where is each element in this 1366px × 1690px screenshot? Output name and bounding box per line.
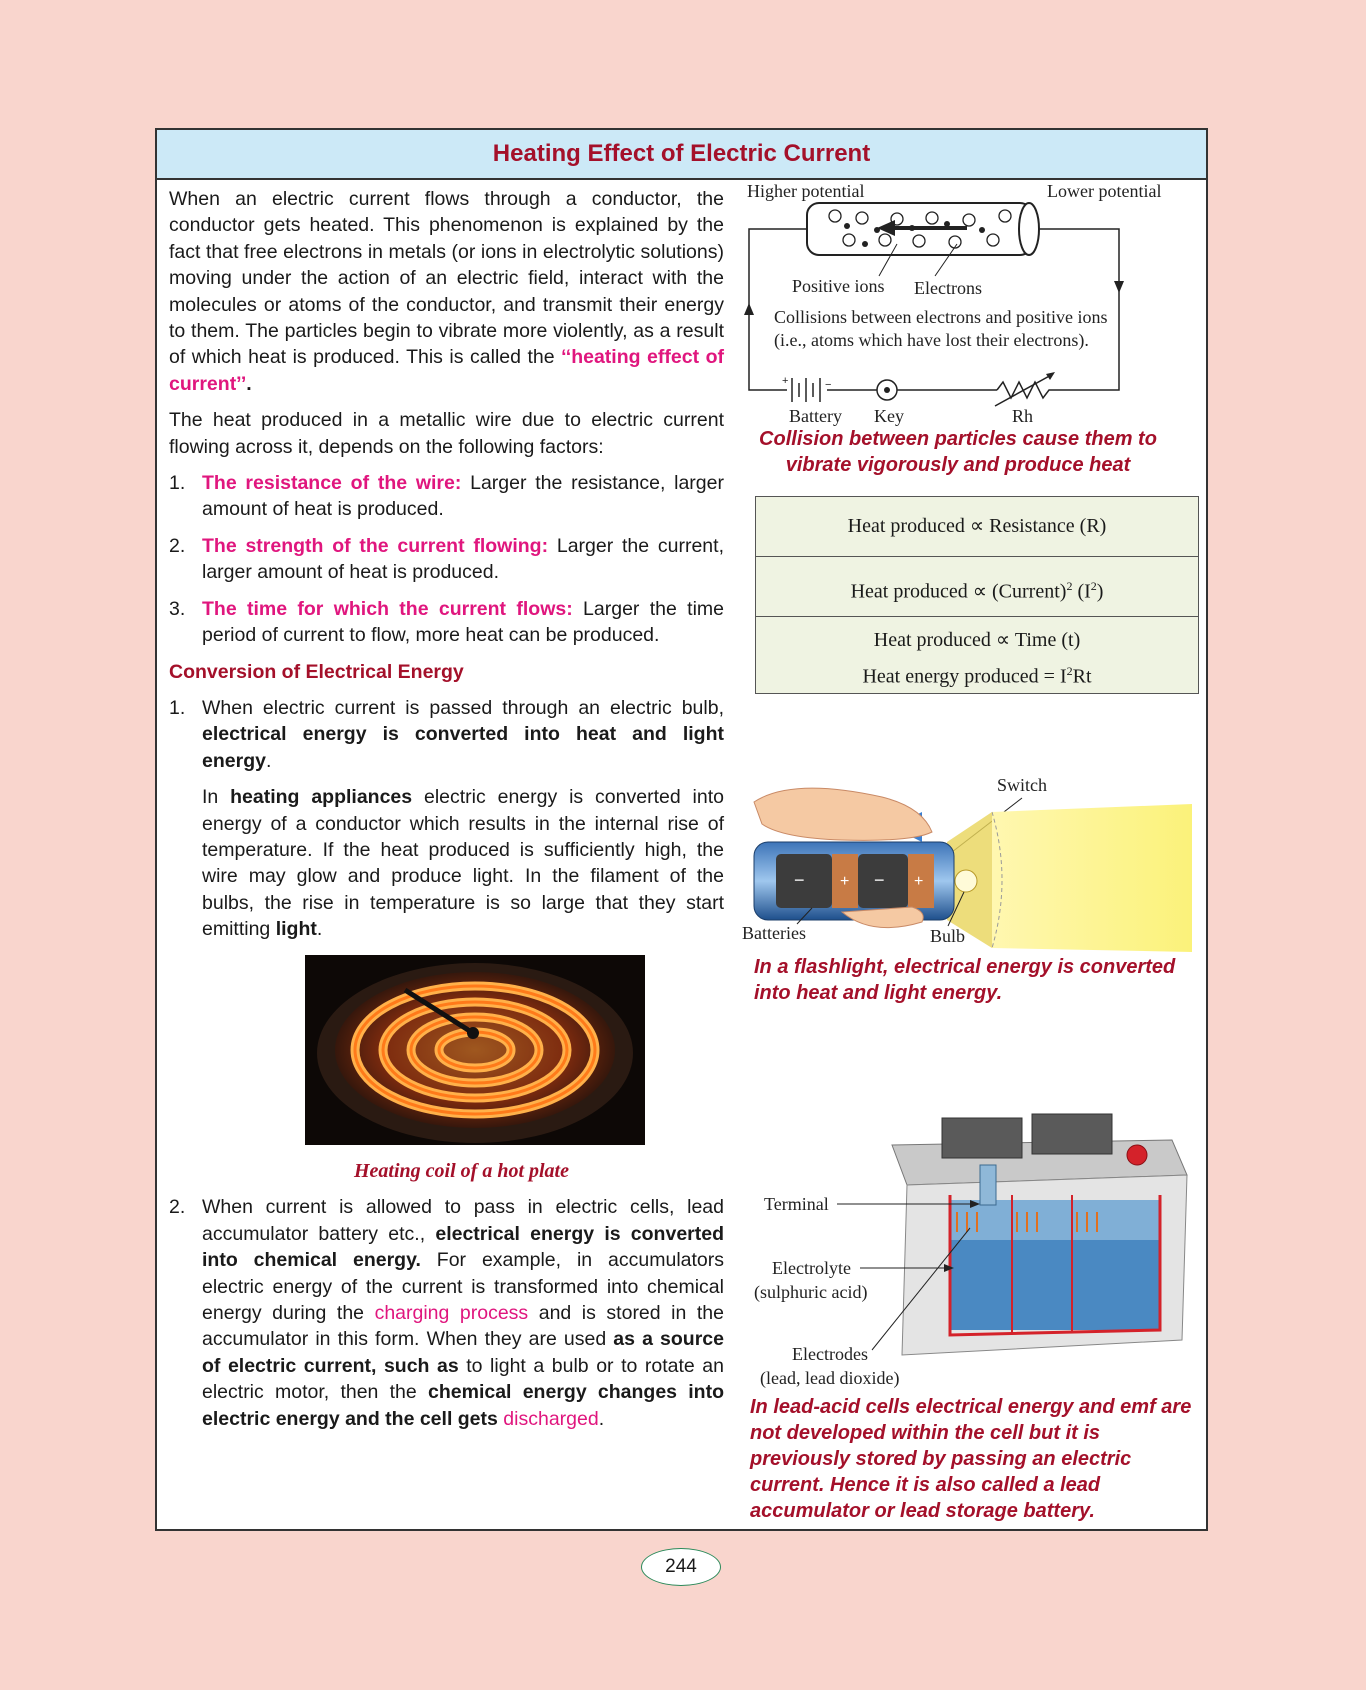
left-column — [169, 186, 724, 1442]
rh-label: Rh — [1012, 406, 1034, 426]
conversion-list-2 — [169, 1194, 724, 1432]
conversion-heading: Conversion of Electrical Energy — [169, 660, 464, 683]
lower-potential-label: Lower potential — [1047, 181, 1162, 201]
hot-plate-coil-image — [305, 955, 645, 1145]
list-item: 1. The resistance of the wire: Larger the resistance, larger amount of heat is produced. — [169, 472, 724, 521]
flashlight-caption: In a flashlight, electrical energy is converted into heat and light energy. — [754, 956, 1176, 1004]
positive-ions-label: Positive ions — [792, 276, 885, 296]
title-bar — [157, 130, 1206, 180]
svg-text:−: − — [794, 870, 805, 890]
intro-paragraph: When an electric current flows through a conductor, the conductor gets heated. This phenomenon is explained by the fact that free electrons in metals (or ions in electrolytic solutions) moving under the action of an electric field, interact with the molecules or atoms of the conductor, and transmit their energy to them. The particles begin to vibrate more violently, as a result of which heat is produced. This is called the ‘‘heating effect of current’’. — [169, 188, 724, 395]
collisions-line-1: Collisions between electrons and positive ions — [774, 307, 1108, 327]
svg-text:+: + — [782, 375, 789, 387]
electrodes-label: Electrodes — [792, 1344, 868, 1364]
key-label: Key — [874, 406, 904, 426]
circuit-diagram — [737, 178, 1197, 428]
conversion-list — [169, 695, 724, 943]
formula-row-resistance: Heat produced ∝ Resistance (R) — [756, 497, 1198, 557]
battery-caption: In lead-acid cells electrical energy and emf are not developed within the cell but it is previously stored by passing an electric current. Hence it is also called a lead accumulator or lead storage battery. — [750, 1396, 1192, 1522]
factors-intro: The heat produced in a metallic wire due to electric current flowing across it, depends on the following factors: — [169, 409, 724, 458]
list-item: 1. When electric current is passed through an electric bulb, electrical energy is converted into heat and light energy. — [169, 696, 724, 772]
electrolyte-label: Electrolyte — [772, 1258, 851, 1278]
svg-text:+: + — [840, 873, 850, 890]
electrolyte-sub-label: (sulphuric acid) — [754, 1282, 868, 1302]
svg-text:+: + — [914, 873, 924, 890]
higher-potential-label: Higher potential — [747, 181, 865, 201]
lead-acid-battery-image — [742, 1100, 1202, 1390]
list-item: In heating appliances electric energy is converted into energy of a conductor which results in the internal rise of temperature. If the heat produced is sufficiently high, the wire may glow and produce light. In the filament of the bulbs, the rise in temperature is so large that they start emitting light. — [202, 786, 724, 941]
svg-text:−: − — [825, 379, 832, 391]
page-number: 244 — [641, 1548, 721, 1586]
bulb-label: Bulb — [930, 926, 966, 946]
collisions-line-2: (i.e., atoms which have lost their electrons). — [774, 330, 1089, 350]
heating-effect-term: ‘‘heating effect of current’’ — [169, 346, 724, 395]
svg-text:−: − — [874, 870, 885, 890]
list-item: 2. The strength of the current flowing: Larger the current, larger amount of heat is produced. — [169, 534, 724, 584]
formula-row-time: Heat produced ∝ Time (t) Heat energy produced = $I^2Rt$ — [862, 629, 1092, 688]
batteries-label: Batteries — [742, 923, 806, 943]
list-item: 2. When current is allowed to pass in electric cells, lead accumulator battery etc., electrical energy is converted into chemical energy. For example, in accumulators electric energy of the current is transformed into chemical energy during the charging process and is stored in the accumulator in this form. When they are used as a source of electric current, such as to light a bulb or to rotate an electric motor, then the chemical energy changes into electric energy and the cell gets discharged. — [169, 1196, 725, 1430]
factors-list — [169, 470, 724, 648]
list-item: 3. The time for which the current flows: Larger the time period of current to flow, more heat can be produced. — [169, 597, 724, 647]
formula-row-current: Heat produced ∝ (Current)$^2$ $(I^2)$ — [756, 557, 1198, 617]
battery-label: Battery — [789, 406, 842, 426]
switch-label: Switch — [997, 775, 1048, 795]
coil-caption: Heating coil of a hot plate — [354, 1159, 569, 1182]
electrons-label: Electrons — [914, 278, 982, 298]
circuit-caption: Collision between particles cause them to vibrate vigorously and produce heat — [759, 428, 1157, 476]
terminal-label: Terminal — [764, 1194, 829, 1214]
formula-table — [755, 496, 1199, 694]
electrodes-sub-label: (lead, lead dioxide) — [760, 1368, 900, 1388]
content-frame — [155, 128, 1208, 1531]
page-title: Heating Effect of Electric Current — [492, 140, 871, 167]
